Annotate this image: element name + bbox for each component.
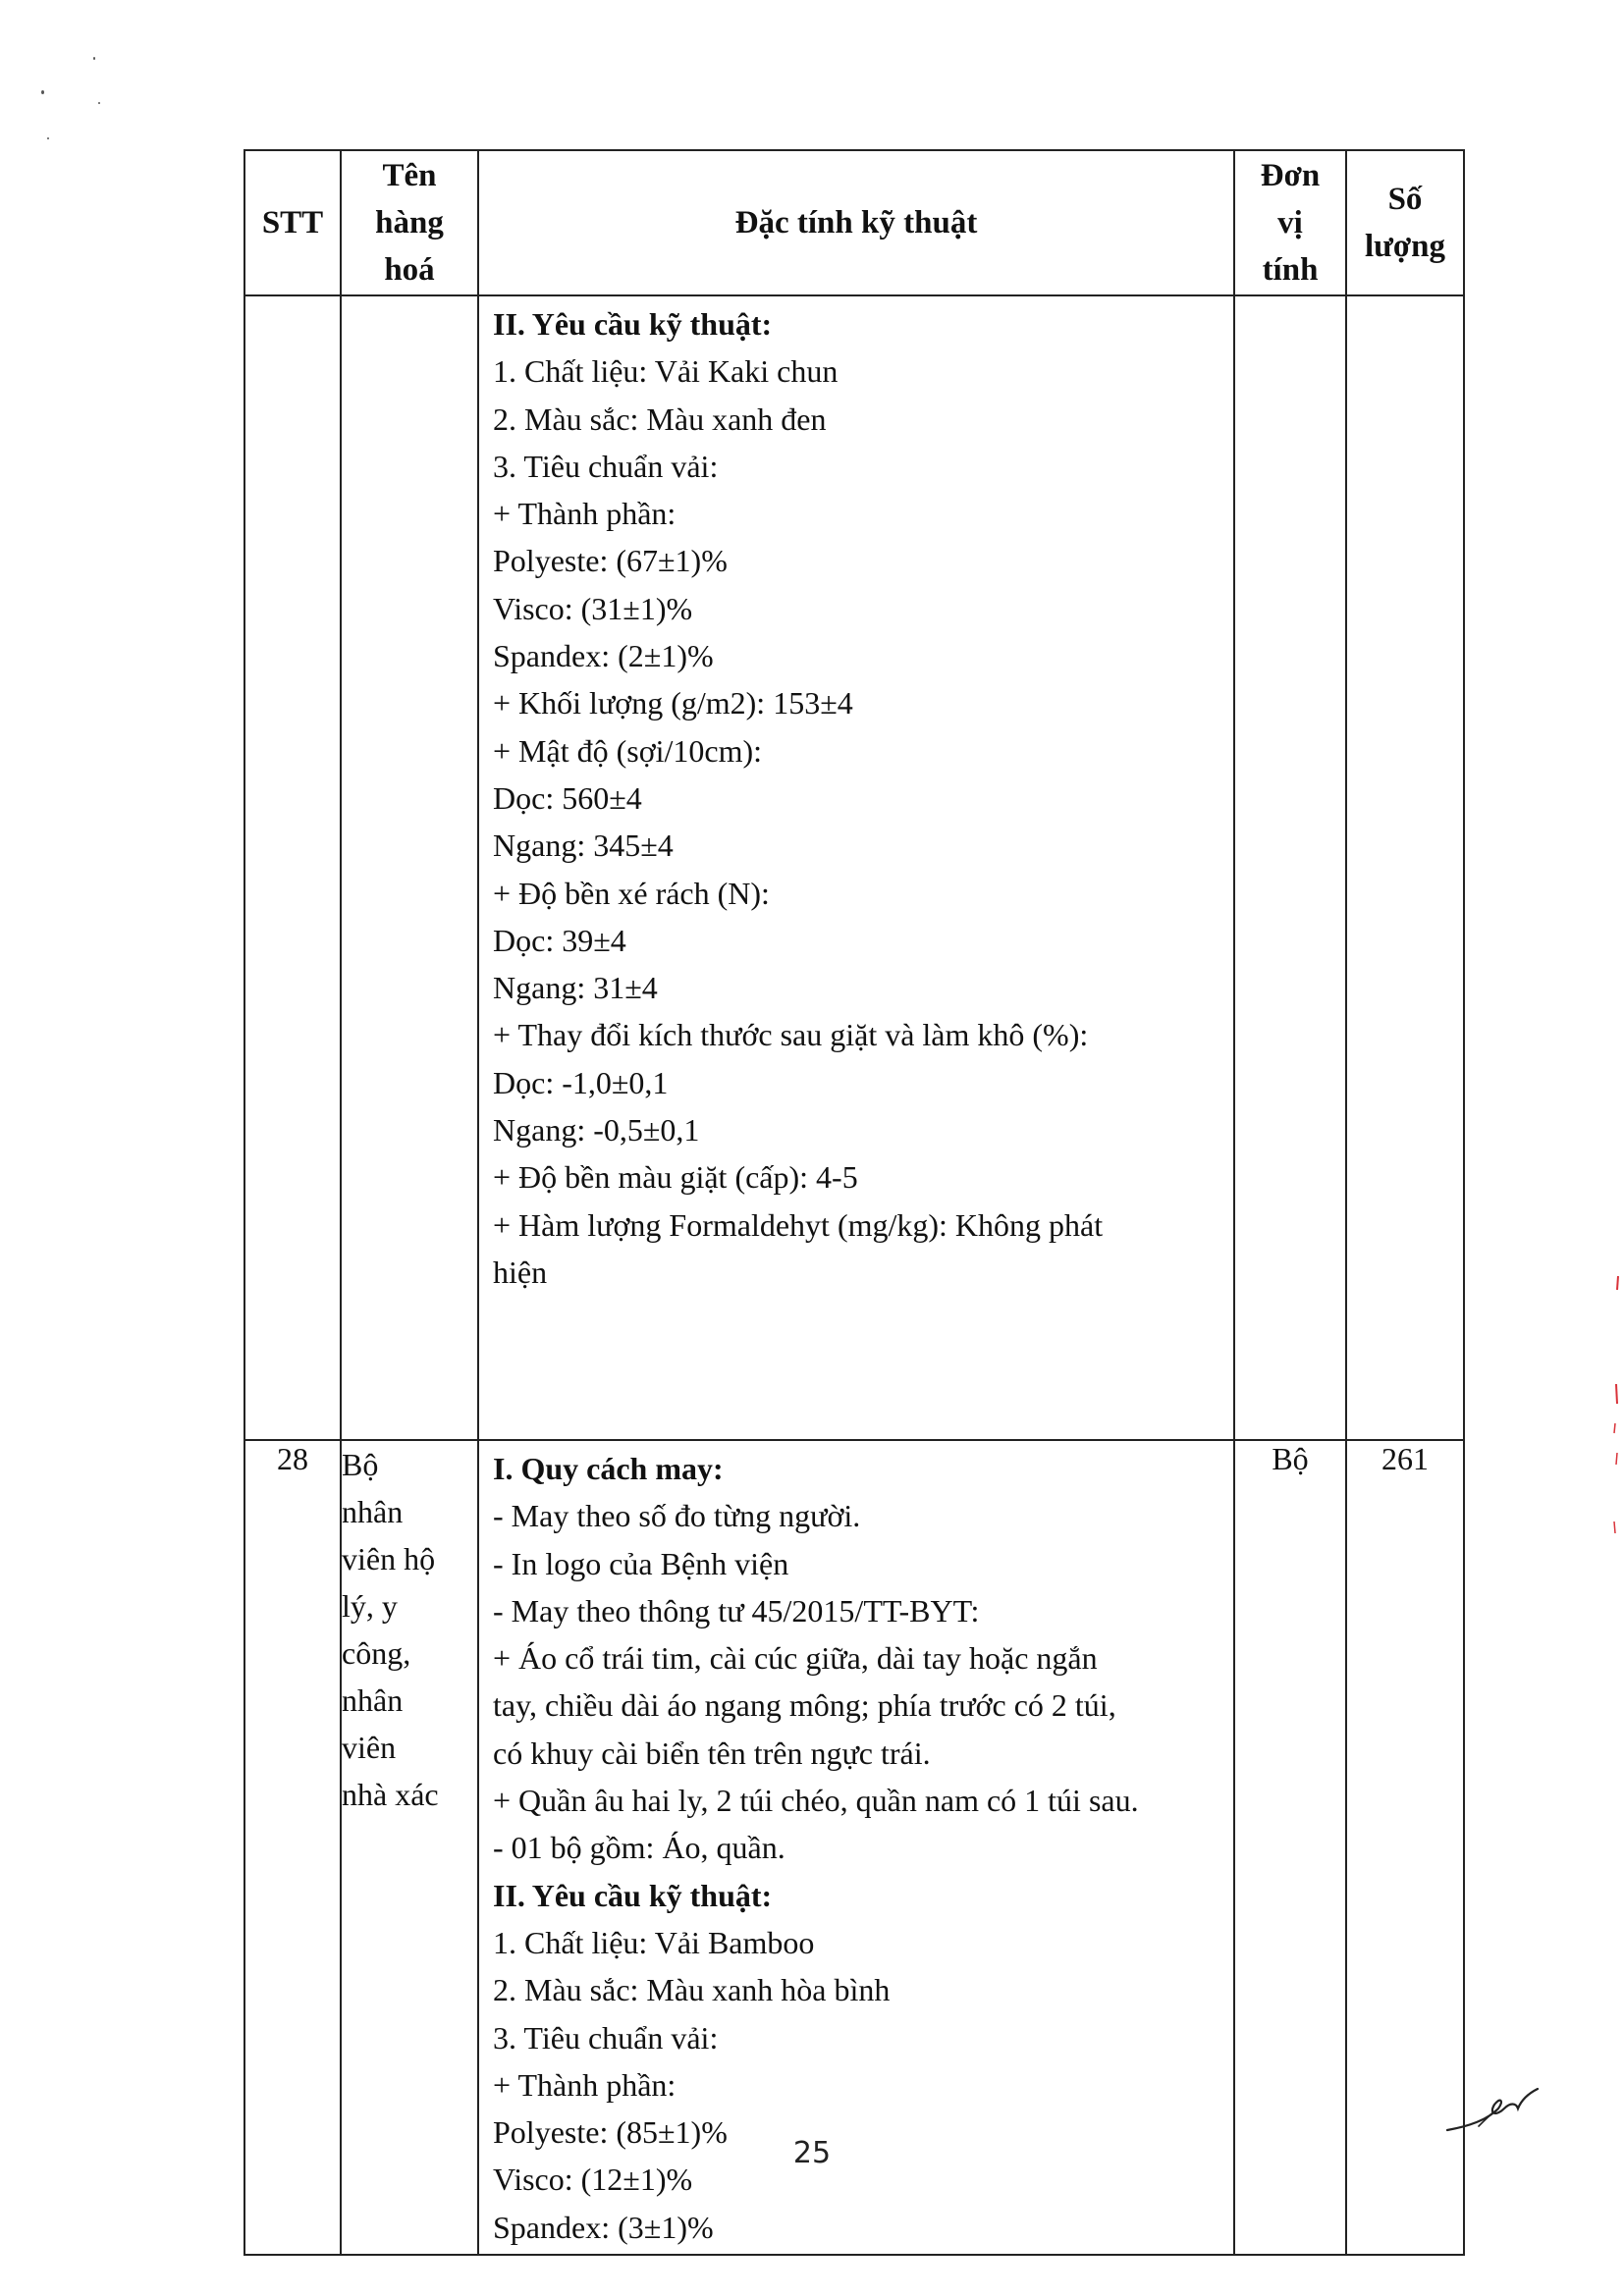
page-number: 25: [792, 2136, 832, 2170]
spec-line: Spandex: (3±1)%: [493, 2209, 714, 2245]
spec-line: Dọc: 39±4: [493, 922, 626, 958]
spec-line: hiện: [493, 1254, 548, 1290]
header-spec: Đặc tính kỹ thuật: [478, 150, 1234, 295]
item-name-line: lý, y: [342, 1588, 398, 1624]
item-name-line: nhân: [342, 1494, 404, 1529]
spec-line: + Mật độ (sợi/10cm):: [493, 732, 763, 769]
scan-speck: [93, 57, 95, 60]
cell-spec: [478, 295, 1234, 1440]
item-name-line: viên: [342, 1730, 397, 1765]
spec-line: + Khối lượng (g/m2): 153±4: [493, 685, 853, 721]
header-quantity: Số lượng: [1346, 150, 1464, 295]
cell-item-name: [341, 295, 478, 1440]
spec-text-block: [479, 296, 1233, 1296]
header-unit: Đơn vị tính: [1234, 150, 1346, 295]
spec-section-heading: II. Yêu cầu kỹ thuật:: [493, 306, 773, 342]
spec-line: + Thành phần:: [493, 496, 677, 532]
spec-line: 3. Tiêu chuẩn vải:: [493, 2019, 719, 2056]
item-name-line: Bộ: [342, 1447, 379, 1482]
cell-spec: [478, 1440, 1234, 2255]
scan-speck: [47, 137, 49, 139]
spec-line: - May theo số đo từng người.: [493, 1498, 861, 1534]
cell-quantity: 261: [1346, 1440, 1464, 2255]
table-header-row: [244, 150, 1464, 295]
spec-line: + Quần âu hai ly, 2 túi chéo, quần nam có 1 túi sau.: [493, 1783, 1139, 1819]
spec-line: + Độ bền xé rách (N):: [493, 875, 770, 911]
item-name-line: nhà xác: [342, 1777, 439, 1812]
spec-line: - 01 bộ gồm: Áo, quần.: [493, 1830, 785, 1866]
cell-quantity: [1346, 295, 1464, 1440]
header-stt: STT: [244, 150, 341, 295]
spec-line: + Thay đổi kích thước sau giặt và làm khô (%):: [493, 1017, 1089, 1053]
spec-line: + Hàm lượng Formaldehyt (mg/kg): Không phát: [493, 1206, 1104, 1243]
spec-section-heading: II. Yêu cầu kỹ thuật:: [493, 1877, 773, 1913]
spec-line: - In logo của Bệnh viện: [493, 1545, 789, 1581]
spec-line: 2. Màu sắc: Màu xanh hòa bình: [493, 1972, 891, 2008]
spec-section-heading: I. Quy cách may:: [493, 1451, 724, 1486]
technical-spec-table: [244, 149, 1465, 2256]
spec-line: Polyeste: (85±1)%: [493, 2114, 728, 2151]
spec-line: + Độ bền màu giặt (cấp): 4-5: [493, 1159, 858, 1196]
scan-speck: [41, 90, 44, 94]
spec-line: 1. Chất liệu: Vải Bamboo: [493, 1924, 815, 1960]
spec-line: 1. Chất liệu: Vải Kaki chun: [493, 353, 839, 390]
spec-line: Visco: (31±1)%: [493, 590, 693, 626]
cell-item-name: [341, 1440, 478, 2255]
spec-line: + Thành phần:: [493, 2066, 677, 2103]
cell-unit: Bộ: [1234, 1440, 1346, 2255]
spec-line: - May theo thông tư 45/2015/TT-BYT:: [493, 1592, 980, 1629]
spec-line: Spandex: (2±1)%: [493, 638, 714, 674]
spec-line: 2. Màu sắc: Màu xanh đen: [493, 400, 827, 437]
spec-line: Ngang: 31±4: [493, 970, 658, 1006]
cell-stt: [244, 295, 341, 1440]
spec-line: Polyeste: (67±1)%: [493, 543, 728, 579]
spec-line: Ngang: 345±4: [493, 828, 674, 864]
signature-initial-icon: [1439, 2069, 1547, 2148]
spec-line: Dọc: 560±4: [493, 779, 642, 816]
table-row: [244, 1440, 1464, 2255]
scan-speck: [98, 102, 100, 104]
cell-stt: 28: [244, 1440, 341, 2255]
item-name-line: công,: [342, 1635, 411, 1671]
spec-line: Ngang: -0,5±0,1: [493, 1112, 700, 1148]
red-stamp-edge-icon: [1610, 1276, 1622, 1571]
item-name-line: nhân: [342, 1682, 404, 1718]
spec-text-block: [479, 1441, 1233, 2251]
table-row: [244, 295, 1464, 1440]
spec-line: có khuy cài biển tên trên ngực trái.: [493, 1735, 931, 1771]
spec-line: tay, chiều dài áo ngang mông; phía trước có 2 túi,: [493, 1687, 1116, 1724]
spec-line: 3. Tiêu chuẩn vải:: [493, 448, 719, 484]
header-item-name: Tên hàng hoá: [341, 150, 478, 295]
spec-line: + Áo cổ trái tim, cài cúc giữa, dài tay hoặc ngắn: [493, 1640, 1098, 1677]
cell-unit: [1234, 295, 1346, 1440]
item-name-text: [342, 1441, 477, 1818]
spec-line: Visco: (12±1)%: [493, 2162, 693, 2198]
spec-line: Dọc: -1,0±0,1: [493, 1064, 669, 1100]
item-name-line: viên hộ: [342, 1541, 436, 1576]
